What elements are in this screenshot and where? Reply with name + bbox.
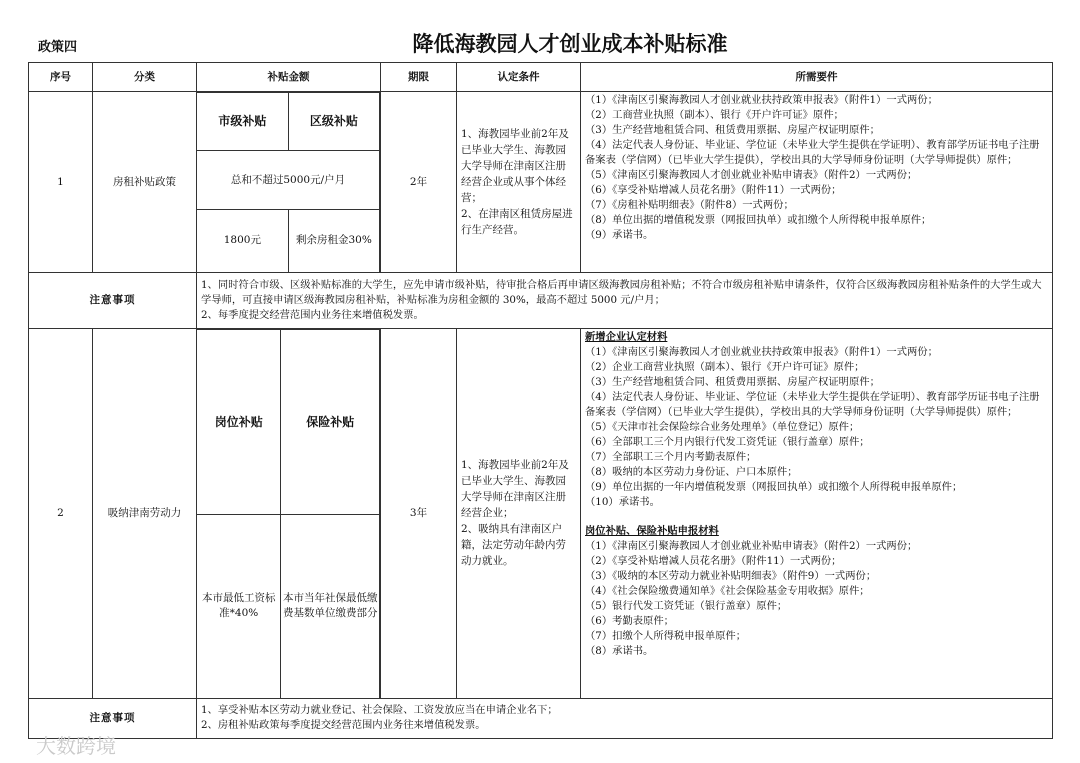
requirement-item: （4）法定代表人身份证、毕业证、学位证（未毕业大学生提供在学证明）、教育部学历证书电子注册备案表（学信网）（已毕业大学生提供），学校出具的大学导师身份证明（大学导师提供）原件； — [585, 139, 1040, 166]
requirement-item: （2）企业工商营业执照（副本）、银行《开户许可证》原件； — [585, 361, 865, 373]
header-conditions: 认定条件 — [457, 63, 581, 92]
requirement-item: （5）《津南区引聚海教园人才创业就业补贴申请表》（附件2）一式两份； — [585, 169, 918, 181]
section-title-subsidy-application: 岗位补贴、保险补贴申报材料 — [585, 525, 719, 537]
subsidy-subtable — [197, 92, 380, 272]
row-category: 房租补贴政策 — [93, 92, 197, 273]
post-subsidy-label: 岗位补贴 — [197, 330, 281, 515]
row-requirements — [581, 92, 1053, 273]
requirement-item: （10）承诺书。 — [585, 496, 660, 508]
page-title: 降低海教园人才创业成本补贴标准 — [412, 32, 728, 56]
row-requirements — [581, 329, 1053, 699]
table-row — [29, 329, 1053, 699]
row-number: 1 — [29, 92, 93, 273]
header-requirements: 所需要件 — [581, 63, 1053, 92]
row-term: 2年 — [381, 92, 457, 273]
requirement-item: （6）全部职工三个月内银行代发工资凭证（银行盖章）原件； — [585, 436, 870, 448]
requirement-item: （1）《津南区引聚海教园人才创业就业扶持政策申报表》（附件1）一式两份； — [585, 346, 938, 358]
watermark: 大数跨境 — [36, 734, 116, 758]
insurance-subsidy-amount: 本市当年社保最低缴费基数单位缴费部分 — [281, 515, 380, 698]
header-category: 分类 — [93, 63, 197, 92]
subsidy-subtable — [197, 329, 380, 698]
requirement-item: （2）工商营业执照（副本）、银行《开户许可证》原件； — [585, 109, 844, 121]
insurance-subsidy-label: 保险补贴 — [281, 330, 380, 515]
requirement-item: （8）单位出据的增值税发票（网报回执单）或扣缴个人所得税申报单原件； — [585, 214, 932, 226]
notice-line: 1、同时符合市级、区级补贴标准的大学生，应先申请市级补贴，待审批合格后再申请区级海教园房租补贴；不符合市级房租补贴申请条件，仅符合区级海教园房租补贴条件的大学生或大学导师，可直接申请区级海教园房租补贴，补贴标准为房租金额的 30%，最高不超过 5000 元/户月； — [201, 279, 1042, 306]
requirement-item: （3）《吸纳的本区劳动力就业补贴明细表》（附件9）一式两份； — [585, 570, 877, 582]
notice-row — [29, 698, 1053, 738]
requirement-item: （5）《天津市社会保险综合业务处理单》（单位登记）原件； — [585, 421, 860, 433]
requirement-item: （4）《社会保险缴费通知单》《社会保险基金专用收据》原件； — [585, 585, 870, 597]
requirement-item: （7）扣缴个人所得税申报单原件； — [585, 630, 747, 642]
requirement-item: （8）吸纳的本区劳动力身份证、户口本原件； — [585, 466, 798, 478]
row-number: 2 — [29, 329, 93, 699]
subsidy-cell — [197, 92, 381, 273]
district-subsidy-amount: 剩余房租金30% — [288, 209, 379, 272]
notice-label: 注意事项 — [29, 273, 197, 329]
requirement-item: （7）全部职工三个月内考勤表原件； — [585, 451, 757, 463]
requirement-item: （8）承诺书。 — [585, 645, 654, 657]
requirement-item: （6）考勤表原件； — [585, 615, 674, 627]
table-row — [29, 92, 1053, 273]
requirement-item: （1）《津南区引聚海教园人才创业就业补贴申请表》（附件2）一式两份； — [585, 540, 918, 552]
row-term: 3年 — [381, 329, 457, 699]
header-term: 期限 — [381, 63, 457, 92]
notice-line: 2、每季度提交经营范围内业务往来增值税发票。 — [201, 309, 424, 321]
notice-label: 注意事项 — [29, 698, 197, 738]
notice-line: 1、享受补贴本区劳动力就业登记、社会保险、工资发放应当在申请企业名下； — [201, 704, 558, 716]
city-subsidy-amount: 1800元 — [197, 209, 288, 272]
requirement-item: （4）法定代表人身份证、毕业证、学位证（未毕业大学生提供在学证明）、教育部学历证书电子注册备案表（学信网）（已毕业大学生提供），学校出具的大学导师身份证明（大学导师提供）原件； — [585, 391, 1040, 418]
requirement-item: （1）《津南区引聚海教园人才创业就业扶持政策申报表》（附件1）一式两份； — [585, 94, 938, 106]
section-title-new-enterprise: 新增企业认定材料 — [585, 331, 668, 343]
district-subsidy-label: 区级补贴 — [288, 93, 379, 151]
row-category: 吸纳津南劳动力 — [93, 329, 197, 699]
requirement-item: （6）《享受补贴增减人员花名册》（附件11）一式两份； — [585, 184, 842, 196]
requirement-item: （5）银行代发工资凭证（银行盖章）原件； — [585, 600, 788, 612]
requirement-item: （9）承诺书。 — [585, 229, 654, 241]
header-number: 序号 — [29, 63, 93, 92]
requirement-item: （7）《房租补贴明细表》（附件8）一式两份； — [585, 199, 794, 211]
row-conditions: 1、海教园毕业前2年及已毕业大学生、海教园大学导师在津南区注册经营企业或从事个体经营； 2、在津南区租赁房屋进行生产经营。 — [457, 92, 581, 273]
row-conditions: 1、海教园毕业前2年及已毕业大学生、海教园大学导师在津南区注册经营企业； 2、吸纳具有津南区户籍，法定劳动年龄内劳动力就业。 — [457, 329, 581, 699]
notice-text — [197, 698, 1053, 738]
subsidy-table — [28, 62, 1053, 739]
table-header-row — [29, 63, 1053, 92]
city-subsidy-label: 市级补贴 — [197, 93, 288, 151]
post-subsidy-amount: 本市最低工资标准*40% — [197, 515, 281, 698]
header-subsidy: 补贴金额 — [197, 63, 381, 92]
requirement-item: （3）生产经营地租赁合同、租赁费用票据、房屋产权证明原件； — [585, 376, 880, 388]
notice-text — [197, 273, 1053, 329]
subsidy-total: 总和不超过5000元/户月 — [197, 151, 380, 209]
policy-tag: 政策四 — [38, 40, 78, 55]
requirement-item: （2）《享受补贴增减人员花名册》（附件11）一式两份； — [585, 555, 842, 567]
subsidy-cell — [197, 329, 381, 699]
requirement-item: （3）生产经营地租赁合同、租赁费用票据、房屋产权证明原件； — [585, 124, 880, 136]
notice-line: 2、房租补贴政策每季度提交经营范围内业务往来增值税发票。 — [201, 719, 486, 731]
notice-row — [29, 273, 1053, 329]
requirement-item: （9）单位出据的一年内增值税发票（网报回执单）或扣缴个人所得税申报单原件； — [585, 481, 963, 493]
